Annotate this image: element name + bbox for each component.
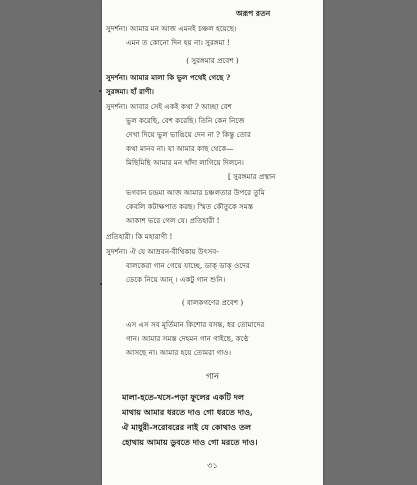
- dialogue-line: সুদর্শনা। আবার সেই একই কথা ? আচ্ছা বেশ: [106, 102, 232, 111]
- song-verse: মাথায় আমার ধরতে দাও গো ধরতে দাও,: [122, 407, 253, 417]
- dialogue-line: প্রতিহারী। কি মহারাণী !: [106, 232, 173, 241]
- page-number: ৩১: [207, 461, 218, 470]
- scan-speck: [99, 90, 101, 92]
- dialogue-line: ভগবান চন্দ্রমা আজ আমার চঞ্চলতার উপরে তুমি: [126, 188, 265, 197]
- dialogue-line: এমন ত কোনো দিন হয় না। সুরঙ্গমা !: [126, 38, 230, 47]
- song-title: গান: [205, 372, 220, 382]
- dialogue-line: সুরঙ্গমা। হাঁ রাণী।: [106, 87, 154, 96]
- dialogue-line: কথা মানব না। যা আমার কাছ থেকে—: [126, 144, 234, 153]
- dialogue-line: কেবলি কটাক্ষপাত করছ। স্মিত কৌতুকে সমস্ত: [126, 202, 254, 211]
- book-page: [102, 0, 323, 485]
- song-verse: ঐ মাধুরী-সরোবরের নাই যে কোথাও তল: [122, 422, 251, 432]
- page-sheet: [102, 0, 323, 485]
- scan-speck: [100, 283, 102, 285]
- stage-direction: ( বালকগণের প্রবেশ ): [181, 298, 244, 307]
- dialogue-line: বালকেরা গান গেয়ে যাচ্ছে, ডাক্ ডাক্ ওদের: [126, 261, 250, 270]
- dialogue-line: গান। আমার সমস্ত দেহমন গান গাইছে, কণ্ঠে: [126, 334, 249, 343]
- running-header: অরূপ রতন: [236, 9, 271, 18]
- song-verse: হোথায় আমায় ডুবতে দাও গো মরতে দাও।: [122, 437, 258, 447]
- dialogue-line: আকাশ ভরে গেল যে। প্রতিহারী !: [126, 216, 220, 225]
- dialogue-line: ভুল করেছি, বেশ করেছি। তিনি কেন নিজে: [126, 116, 245, 125]
- stage-exit: [ সুরঙ্গমার প্রস্থান: [228, 172, 276, 181]
- dialogue-line: সুদর্শনা। ঐ যে আম্রবন-বীথিকায় উৎসব-: [106, 247, 219, 256]
- dialogue-line: সুদর্শনা। আমার মন আজ এমনই চঞ্চল হয়েছে।: [106, 24, 237, 33]
- dialogue-line: দেখা দিয়ে ভুল ভাঙিয়ে দেন না ? কিন্তু তোর: [126, 130, 251, 139]
- dialogue-line: সুদর্শনা। আমার মালা কি ভুল পথেই গেছে ?: [106, 73, 231, 82]
- song-verse: মালা-হতে-খসে-পড়া ফুলের একটি দল: [122, 392, 244, 402]
- dialogue-line: মিছিমিছি আমার মন খাঁদা লাগিয়ে দিলনে।: [126, 158, 244, 167]
- dialogue-line: এস এস সব মূর্তিমান কিশোর বসন্ত, ধর তোমাদের: [126, 320, 265, 329]
- dialogue-line: ডেকে নিয়ে আন্ । একটু গান শুনি।: [126, 275, 226, 284]
- dialogue-line: আসছে না। আমার হয়ে তোমরা গাও।: [126, 348, 232, 357]
- stage-direction: ( সুরঙ্গমার প্রবেশ ): [186, 56, 239, 65]
